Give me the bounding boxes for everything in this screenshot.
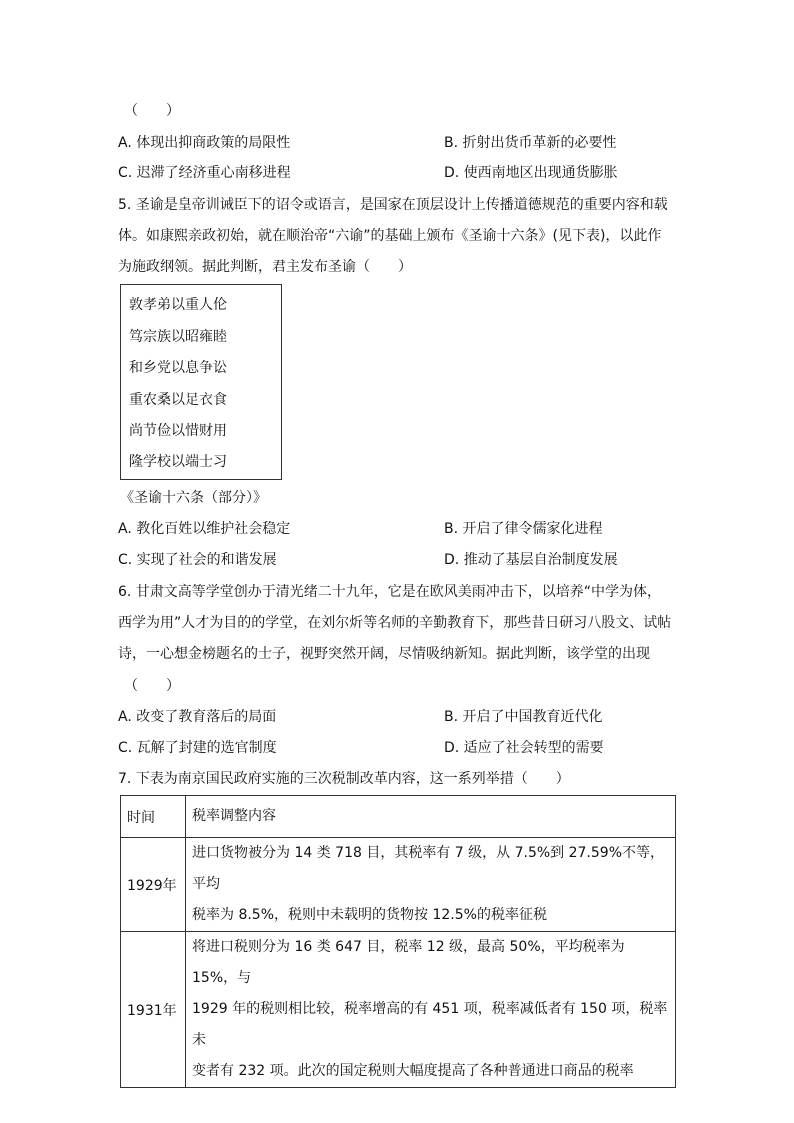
q4-option-c[interactable]: C. 迟滞了经济重心南移进程 [118,165,291,181]
row-year: 1931年 [121,932,186,1088]
table-header-row [121,796,676,838]
row-content-line: 进口货物被分为 14 类 718 目，其税率有 7 级，从 7.5%到 27.59%不等，平均 [192,845,664,892]
row-content-line: 变者有 232 项。此次的国定税则大幅度提高了各种普通进口商品的税率 [192,1063,634,1079]
header-content: 税率调整内容 [186,796,676,838]
q7-tax-table [120,795,676,1088]
q6-option-a[interactable]: A. 改变了教育落后的局面 [118,709,277,725]
q5-edict-table [120,284,282,480]
q5-stem-line-1: 5. 圣谕是皇帝训诫臣下的诏令或语言，是国家在顶层设计上传播道德规范的重要内容和载 [118,197,668,213]
q4-option-b[interactable]: B. 折射出货币革新的必要性 [444,135,617,151]
row-content-line: 税率为 8.5%，税则中未载明的货物按 12.5%的税率征税 [192,907,547,923]
edict-row: 笃宗族以昭雍睦 [129,329,227,345]
q6-answer-paren: （ ） [124,678,180,694]
q5-option-c[interactable]: C. 实现了社会的和谐发展 [118,552,277,568]
q6-stem-line-2: 西学为用”人才为目的的学堂，在刘尔炘等名师的辛勤教育下，那些昔日研习八股文、试帖 [118,615,672,631]
q5-option-d[interactable]: D. 推动了基层自治制度发展 [444,552,618,568]
edict-row: 和乡党以息争讼 [129,360,227,376]
q5-option-a[interactable]: A. 教化百姓以维护社会稳定 [118,521,291,537]
edict-row: 隆学校以端士习 [129,454,227,470]
q5-stem-line-2: 体。如康熙亲政初始，就在顺治帝“六谕”的基础上颁布《圣谕十六条》(见下表)，以此作 [118,228,662,244]
q5-option-b[interactable]: B. 开启了律令儒家化进程 [444,521,603,537]
q7-stem: 7. 下表为南京国民政府实施的三次税制改革内容，这一系列举措（ ） [118,771,570,787]
q4-answer-paren: （ ） [124,103,180,119]
row-year: 1929年 [121,838,186,932]
q5-table-caption: 《圣谕十六条（部分）》 [120,490,267,506]
q6-stem-line-1: 6. 甘肃文高等学堂创办于清光绪二十九年，它是在欧风美雨冲击下，以培养“中学为体， [118,584,662,600]
edict-row: 敦孝弟以重人伦 [129,297,227,313]
table-row [121,932,676,1088]
row-content [186,838,676,932]
q6-option-d[interactable]: D. 适应了社会转型的需要 [444,740,604,756]
row-content-line: 1929 年的税则相比较，税率增高的有 451 项，税率减低者有 150 项，税率未 [192,1001,668,1048]
header-time: 时间 [121,796,186,838]
edict-row: 重农桑以足衣食 [129,392,227,408]
q6-option-b[interactable]: B. 开启了中国教育近代化 [444,709,603,725]
q4-option-d[interactable]: D. 使西南地区出现通货膨胀 [444,165,618,181]
edict-row: 尚节俭以惜财用 [129,423,227,439]
q5-stem-line-3: 为施政纲领。据此判断，君主发布圣谕（ ） [118,259,412,275]
q6-option-c[interactable]: C. 瓦解了封建的选官制度 [118,740,277,756]
row-content [186,932,676,1088]
row-content-line: 将进口税则分为 16 类 647 目，税率 12 级，最高 50%，平均税率为 15%，与 [192,939,625,986]
table-row [121,838,676,932]
q4-option-a[interactable]: A. 体现出抑商政策的局限性 [118,135,291,151]
q6-stem-line-3: 诗，一心想金榜题名的士子，视野突然开阔，尽情吸纳新知。据此判断，该学堂的出现 [118,646,650,662]
